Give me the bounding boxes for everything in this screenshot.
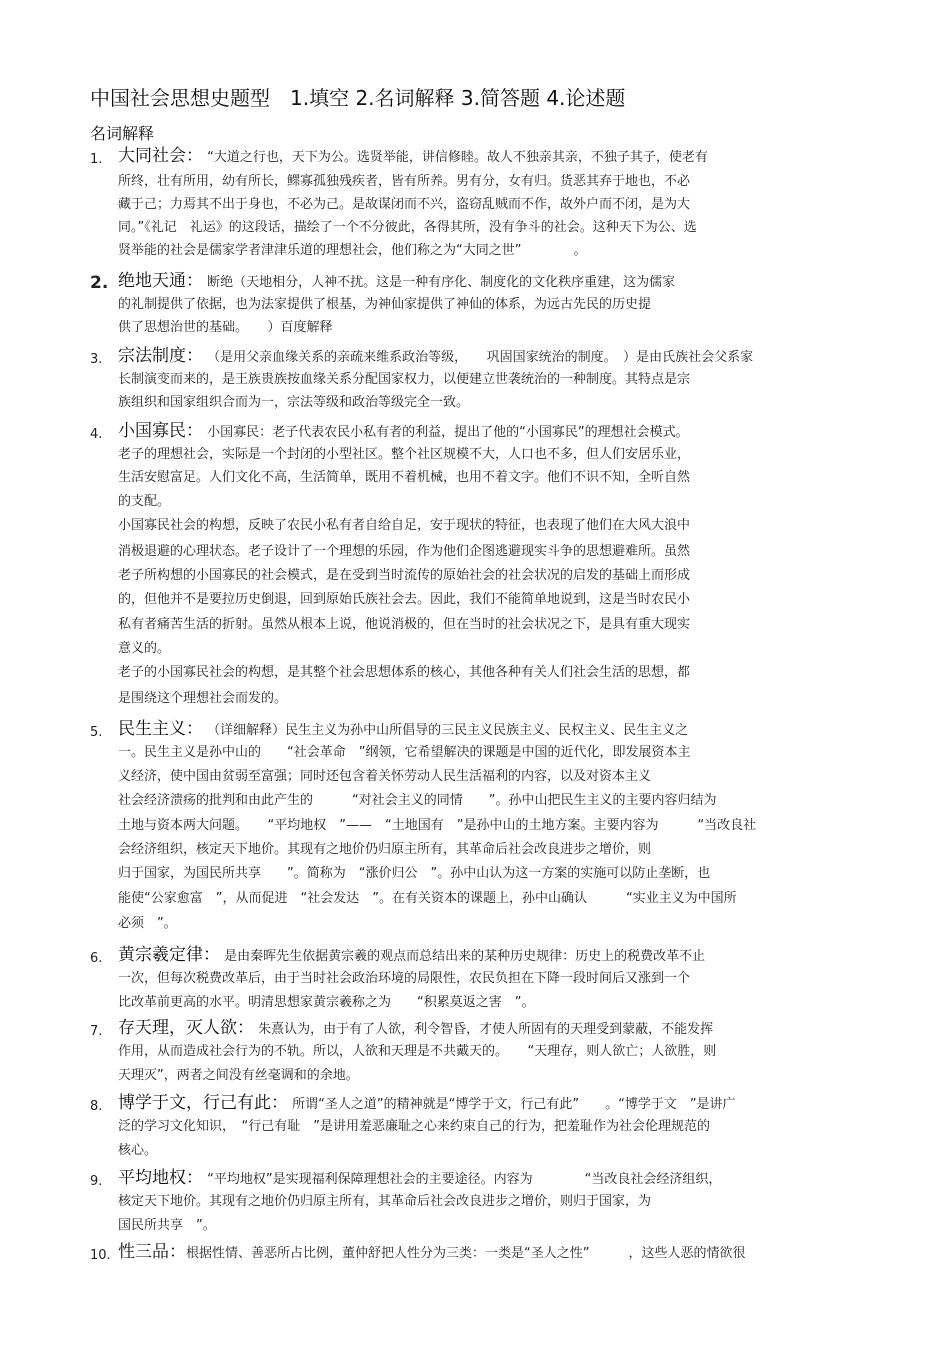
definition-text: 核定天下地价。其现有之地价仍归原主所有，其革命后社会改良进步之增价，则归于国家，为 <box>118 1194 652 1209</box>
item-number: 8. <box>90 1099 103 1114</box>
definition-line <box>118 241 586 261</box>
definition-line <box>118 1066 359 1086</box>
definition-line <box>118 393 469 413</box>
definition-text: 意义的。 <box>118 641 171 656</box>
definition-line <box>118 993 534 1013</box>
definition-line <box>118 767 651 787</box>
definition-line <box>118 370 690 390</box>
definition-line <box>118 743 690 763</box>
item-number: 2. <box>90 273 109 293</box>
item-number: 4. <box>90 427 103 442</box>
definition-text: 小国寡民：老子代表农民小私有者的利益，提出了他的“小国寡民”的理想社会模式。 <box>207 425 689 440</box>
definition-text: 会经济组织，核定天下地价。其现有之地价仍归原主所有，其革命后社会改良进步之增价，则 <box>118 842 652 857</box>
definition-line <box>118 1216 216 1236</box>
definition-text: 泛的学习文化知识， “行己有耻 ”是讲用羞恶廉耻之心来约束自己的行为，把羞耻作为社会伦理规范的 <box>118 1119 710 1134</box>
definition-text: 贤举能的社会是儒家学者津津乐道的理想社会，他们称之为“大同之世” 。 <box>118 243 587 258</box>
definition-line <box>118 172 690 192</box>
definition-text: 小国寡民社会的构想，反映了农民小私有者自给自足，安于现状的特征，也表现了他们在大风大浪中 <box>118 518 691 533</box>
definition-line <box>118 639 170 659</box>
definition-line <box>118 889 737 909</box>
item-number: 6. <box>90 951 103 966</box>
definition-text: 作用，从而造成社会行为的不轨。所以，人欲和天理是不共戴天的。 “天理存，则人欲亡；人欲胜，则 <box>118 1044 717 1059</box>
definition-text: 天理灭”，两者之间没有丝毫调和的余地。 <box>118 1068 359 1083</box>
definition-line <box>118 945 705 967</box>
definition-text: （是用父亲血缘关系的亲疏来维系政治等级， 巩固国家统治的制度。 ）是由氏族社会父系家 <box>207 350 754 365</box>
definition-text: 长制演变而来的，是王族贵族按血缘关系分配国家权力，以便建立世袭统治的一种制度。其特点是宗 <box>118 372 691 387</box>
term-title: 黄宗羲定律： <box>118 945 220 965</box>
definition-text: 断绝（天地相分，人神不扰。这是一种有序化、制度化的文化秩序重建，这为儒家 <box>207 275 676 290</box>
definition-line <box>118 295 651 315</box>
definition-text: 土地与资本两大问题。 “平均地权 ”—— “土地国有 ”是孙中山的土地方案。主要内容为 “当改良社 <box>118 818 757 833</box>
item-number: 3. <box>90 352 103 367</box>
definition-line <box>118 615 690 635</box>
definition-line <box>118 840 651 860</box>
definition-text: 的，但他并不是要拉历史倒退，回到原始氏族社会去。因此，我们不能简单地说到，这是当时农民小 <box>118 592 691 607</box>
definition-line <box>118 516 690 536</box>
definition-text: 供了思想治世的基础。 ）百度解释 <box>118 320 333 335</box>
definition-text: “大道之行也，天下为公。选贤举能，讲信修睦。故人不独亲其亲，不独子其子，使老有 <box>207 150 708 165</box>
definition-text: 藏于己；力焉其不出于身也，不必为己。是故谋闭而不兴，盗窃乱贼而不作，故外户而不闭，是为大 <box>118 197 691 212</box>
definition-text: 归于国家，为国民所共享 ”。简称为 “涨价归公 ”。孙中山认为这一方案的实施可以防止垄断，也 <box>118 866 711 881</box>
definition-text: 同。”《礼记 礼运》的这段话，描绘了一个不分彼此，各得其所，没有争斗的社会。这种天下为公、选 <box>118 220 697 235</box>
definition-text: 老子的小国寡民社会的构想，是其整个社会思想体系的核心，其他各种有关人们社会生活的思想，都 <box>118 665 691 680</box>
definition-line <box>118 1042 716 1062</box>
item-number: 10. <box>90 1248 111 1263</box>
definition-line <box>118 719 688 741</box>
definition-line <box>118 271 675 293</box>
definition-line <box>118 1141 157 1161</box>
term-title: 宗法制度： <box>118 346 203 366</box>
item-number: 5. <box>90 725 103 740</box>
definition-text: 朱熹认为，由于有了人欲，利令智昏，才使人所固有的天理受到蒙蔽，不能发挥 <box>258 1022 714 1037</box>
page-title: 中国社会思想史题型 1.填空 2.名词解释 3.简答题 4.论述题 <box>90 86 626 110</box>
definition-text: 老子所构想的小国寡民的社会模式，是在受到当时流传的原始社会的社会状况的启发的基础上而形成 <box>118 568 691 583</box>
definition-line <box>118 864 710 884</box>
definition-text: 国民所共享 ”。 <box>118 1218 216 1233</box>
definition-text: 的支配。 <box>118 494 171 509</box>
term-title: 绝地天通： <box>118 271 203 291</box>
definition-line <box>118 318 333 338</box>
definition-text: 一。民生主义是孙中山的 “社会革命 ”纲领，它希望解决的课题是中国的近代化，即发展资本主 <box>118 745 691 760</box>
definition-line <box>118 1093 736 1115</box>
term-title: 博学于文，行己有此： <box>118 1093 288 1113</box>
definition-line <box>118 566 690 586</box>
definition-text: 一次，但每次税费改革后，由于当时社会政治环境的局限性，农民负担在下降一段时间后又涨到一个 <box>118 971 691 986</box>
item-number: 7. <box>90 1024 103 1039</box>
section-heading: 名词解释 <box>90 124 155 143</box>
term-title: 平均地权： <box>118 1168 203 1188</box>
definition-text: 私有者痛苦生活的折射。虽然从根本上说，他说消极的，但在当时的社会状况之下，是具有重大现实 <box>118 617 691 632</box>
term-title: 存天理，灭人欲： <box>118 1018 254 1038</box>
definition-line <box>118 146 708 168</box>
term-title: 民生主义： <box>118 719 203 739</box>
definition-line <box>118 492 170 512</box>
definition-line <box>118 689 287 709</box>
definition-line <box>118 1242 745 1264</box>
definition-text: 必须 ”。 <box>118 916 177 931</box>
definition-text: 所谓“圣人之道”的精神就是“博学于文，行己有此” 。“博学于文 ”是讲广 <box>292 1097 736 1112</box>
definition-line <box>118 663 690 683</box>
definition-text: （详细解释）民生主义为孙中山所倡导的三民主义民族主义、民权主义、民生主义之 <box>207 723 689 738</box>
term-title: 小国寡民： <box>118 421 203 441</box>
definition-text: 比改革前更高的水平。明清思想家黄宗羲称之为 “积累莫返之害 ”。 <box>118 995 535 1010</box>
definition-line <box>118 791 716 811</box>
definition-text: 核心。 <box>118 1143 158 1158</box>
item-number: 1. <box>90 152 103 167</box>
definition-text: 能使“公家愈富 ”，从而促进 “社会发达 ”。在有关资本的课题上，孙中山确认 “实业主义为中国所 <box>118 891 737 906</box>
definition-line <box>118 1168 721 1190</box>
term-title: 大同社会： <box>118 146 203 166</box>
definition-line <box>118 542 690 562</box>
definition-line <box>118 1018 713 1040</box>
definition-line <box>118 195 690 215</box>
definition-text: 的礼制提供了依据，也为法家提供了根基，为神仙家提供了神仙的体系，为远古先民的历史提 <box>118 297 652 312</box>
definition-text: 根据性情、善恶所占比例，董仲舒把人性分为三类：一类是“圣人之性” ，这些人恶的情欲很 <box>186 1246 746 1261</box>
definition-line <box>118 468 690 488</box>
definition-text: “平均地权”是实现福利保障理想社会的主要途径。内容为 “当改良社会经济组织， <box>207 1172 722 1187</box>
definition-line <box>118 590 690 610</box>
term-title: 性三品： <box>118 1242 186 1262</box>
item-number: 9. <box>90 1174 103 1189</box>
definition-text: 老子的理想社会，实际是一个封闭的小型社区。整个社区规模不大，人口也不多，但人们安居乐业， <box>118 447 691 462</box>
definition-text: 生活安慰富足。人们文化不高，生活简单，既用不着机械，也用不着文字。他们不识不知，全听自然 <box>118 470 691 485</box>
definition-text: 义经济，使中国由贫弱至富强；同时还包含着关怀劳动人民生活福利的内容，以及对资本主义 <box>118 769 652 784</box>
definition-line <box>118 421 689 443</box>
definition-text: 是围绕这个理想社会而发的。 <box>118 691 288 706</box>
definition-text: 是由秦晖先生依据黄宗羲的观点而总结出来的某种历史规律：历史上的税费改革不止 <box>224 949 706 964</box>
definition-line <box>118 218 697 238</box>
definition-text: 社会经济溃疡的批判和由此产生的 “对社会主义的同情 ”。孙中山把民生主义的主要内容归结为 <box>118 793 717 808</box>
definition-line <box>118 816 756 836</box>
definition-line <box>118 1192 651 1212</box>
definition-line <box>118 914 177 934</box>
definition-text: 消极退避的心理状态。老子设计了一个理想的乐园，作为他们企图逃避现实斗争的思想避难所。虽然 <box>118 544 691 559</box>
definition-text: 族组织和国家组织合而为一，宗法等级和政治等级完全一致。 <box>118 395 470 410</box>
definition-line <box>118 346 753 368</box>
definition-line <box>118 1117 710 1137</box>
definition-text: 所终，壮有所用，幼有所长，鳏寡孤独残疾者，皆有所养。男有分，女有归。货恶其弃于地也，不必 <box>118 174 691 189</box>
definition-line <box>118 969 690 989</box>
definition-line <box>118 445 690 465</box>
